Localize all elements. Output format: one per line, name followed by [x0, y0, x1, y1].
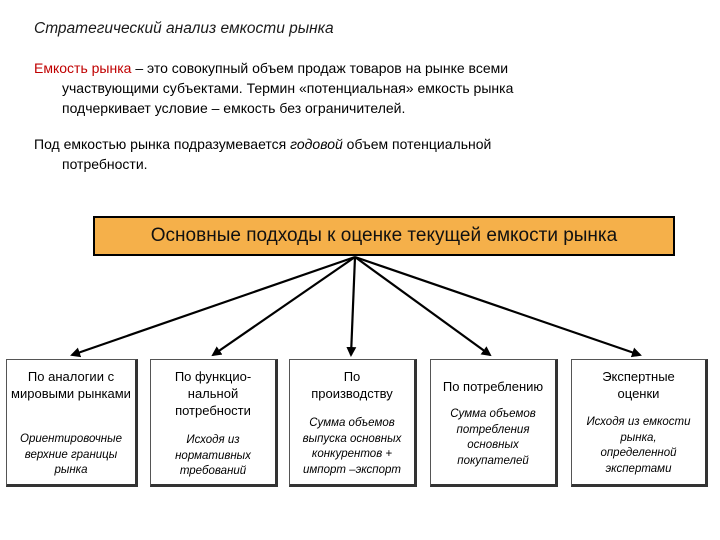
branch-analogy-heading: По аналогии с мировыми рынками	[11, 369, 131, 401]
annual-emphasis: годовой	[290, 136, 343, 152]
branch-consumption	[430, 359, 558, 487]
annual-paragraph	[34, 134, 670, 174]
branch-functional-heading: По функцио-нальной потребности	[174, 369, 252, 418]
branch-consumption-heading: По потреблению	[442, 379, 544, 394]
arrow-to-production	[351, 257, 355, 355]
arrow-to-analogy	[72, 257, 355, 355]
definition-line-1: – это совокупный объем продаж товаров на рынке всеми	[131, 60, 509, 76]
branch-expert	[571, 359, 708, 487]
branch-consumption-description: Сумма объемов потребления основных покупателей	[450, 408, 536, 467]
branch-analogy-description: Ориентировочные верхние границы рынка	[20, 433, 122, 476]
branch-functional	[150, 359, 278, 487]
annual-line-1-start: Под емкостью рынка подразумевается	[34, 136, 291, 152]
definition-paragraph	[34, 58, 670, 118]
annual-line-2: потребности.	[62, 156, 148, 172]
branch-expert-heading: Экспертные оценки	[602, 369, 675, 401]
branch-analogy	[6, 359, 138, 487]
term-market-capacity: Емкость рынка	[34, 60, 132, 76]
branch-functional-description: Исходя из нормативных требований	[175, 434, 251, 477]
main-approaches-box: Основные подходы к оценке текущей емкости рынка	[93, 216, 675, 256]
branch-expert-description: Исходя из емкости рынка, определенной экспертами	[586, 416, 691, 475]
arrow-to-functional	[213, 257, 355, 355]
branch-production-description: Сумма объемов выпуска основных конкурентов + импорт –экспорт	[302, 417, 402, 476]
slide-title: Стратегический анализ емкости рынка	[34, 20, 334, 37]
definition-line-2: участвующими субъектами. Термин «потенциальная» емкость рынка	[62, 80, 514, 96]
branch-production	[289, 359, 417, 487]
definition-line-3: подчеркивает условие – емкость без ограничителей.	[62, 100, 406, 116]
annual-line-1-end: объем потенциальной	[342, 136, 492, 152]
arrow-to-consumption	[355, 257, 490, 355]
arrow-to-expert	[355, 257, 640, 355]
branch-production-heading: По производству	[311, 369, 393, 401]
